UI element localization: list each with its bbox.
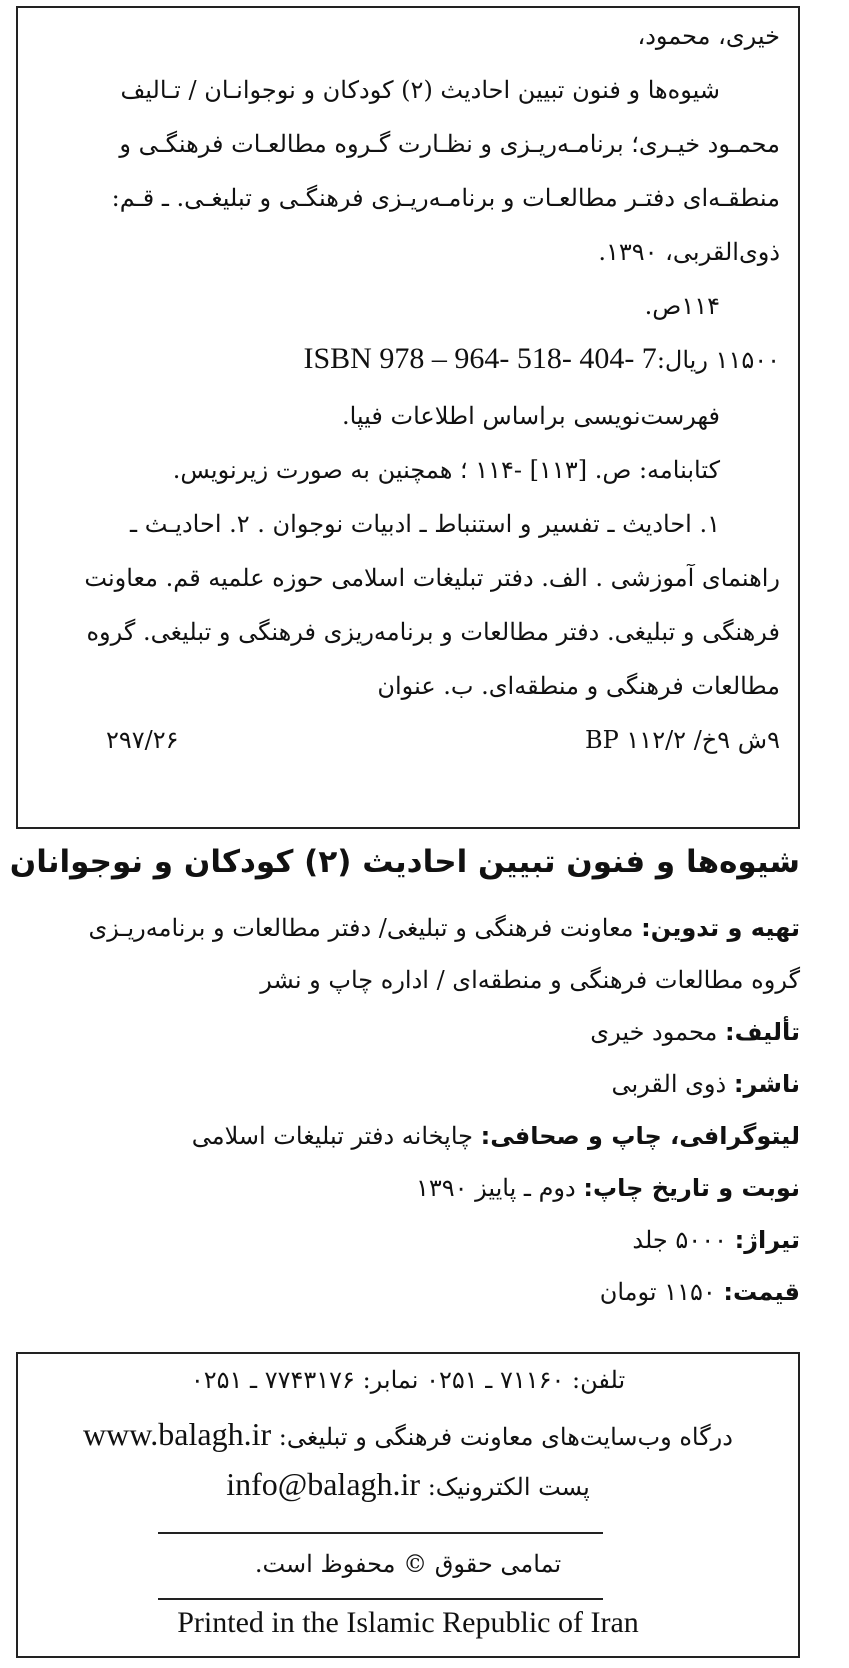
portal-label: درگاه وب‌سایت‌های معاونت فرهنگی و تبلیغی:: [278, 1423, 733, 1451]
credit-value: ۱۱۵۰ تومان: [599, 1278, 716, 1306]
catalog-text-line: راهنمای آموزشی . الف. دفتر تبلیغات اسلامی حوزه علمیه قم. معاونت: [84, 564, 780, 592]
credit-label: تیراژ:: [734, 1226, 800, 1254]
catalog-text-line: مطالعات فرهنگی و منطقه‌ای. ب. عنوان: [377, 672, 780, 700]
catalog-pages: ۱۱۴ص.: [644, 292, 720, 320]
catalog-title-line: شیوه‌ها و فنون تبیین احادیث (۲) کودکان و نوجوانـان / تـالیف: [120, 76, 720, 104]
catalog-classification-row: [36, 726, 780, 754]
printed-in-notice: Printed in the Islamic Republic of Iran: [177, 1606, 639, 1639]
catalog-dewey: ۲۹۷/۲۶: [106, 726, 179, 754]
credit-price: [600, 1278, 800, 1306]
divider: [158, 1532, 603, 1534]
portal-link[interactable]: www.balagh.ir: [83, 1416, 272, 1452]
credit-value: معاونت فرهنگی و تبلیغی/ دفتر مطالعات و برنامه‌ریـزی: [88, 914, 634, 942]
catalog-classification: ۹ش ۹خ/ ۱۱۲/۲ BP: [584, 726, 780, 754]
credit-value: ذوی القربی: [611, 1070, 727, 1098]
catalog-text-line: فرهنگی و تبلیغی. دفتر مطالعات و برنامه‌ریزی فرهنگی و تبلیغی. گروه: [86, 618, 780, 646]
catalog-author: خیری، محمود،: [637, 22, 780, 50]
credit-prep-continued: گروه مطالعات فرهنگی و منطقه‌ای / اداره چاپ و نشر: [260, 966, 800, 994]
credit-printing: [192, 1122, 800, 1150]
catalog-text-line: محمـود خیـری؛ برنامـه‌ریـزی و نظـارت گـروه مطالعـات فرهنگـی و: [119, 130, 780, 158]
catalog-subjects: ۱. احادیث ـ تفسیر و استنباط ـ ادبیات نوجوان . ۲. احادیـث ـ: [130, 510, 720, 538]
contact-box: [16, 1352, 800, 1658]
credit-label: تهیه و تدوین:: [641, 914, 800, 942]
credit-author: [590, 1018, 800, 1046]
credit-label: تألیف:: [724, 1018, 800, 1046]
credit-value: محمود خیری: [590, 1018, 718, 1046]
credit-value: دوم ـ پاییز ۱۳۹۰: [415, 1174, 576, 1202]
rights-notice: تمامی حقوق © محفوظ است.: [254, 1550, 562, 1578]
credit-value: ۵۰۰۰ جلد: [632, 1226, 727, 1254]
credits-section: [9, 836, 800, 1346]
credit-label: لیتوگرافی، چاپ و صحافی:: [480, 1122, 800, 1150]
catalog-isbn-row: [36, 342, 780, 376]
credit-edition: [416, 1174, 800, 1202]
credit-copies: [632, 1226, 800, 1254]
catalog-bibliography: کتابنامه: ص. [۱۱۳] -۱۱۴ ؛ همچنین به صورت زیرنویس.: [172, 456, 720, 484]
catalog-text-line: منطقـه‌ای دفتـر مطالعـات و برنامـه‌ریـزی فرهنگـی و تبلیغـی. ـ قـم:: [111, 184, 780, 212]
book-title: شیوه‌ها و فنون تبیین احادیث (۲) کودکان و نوجوانان: [9, 844, 800, 880]
catalog-isbn: ISBN 978 – 964- 518- 404- 7: [303, 342, 657, 375]
credit-label: قیمت:: [723, 1278, 800, 1306]
credit-publisher: [611, 1070, 800, 1098]
email-link[interactable]: info@balagh.ir: [226, 1466, 421, 1502]
divider: [158, 1598, 603, 1600]
contact-phone: تلفن: ۷۱۱۶۰ ـ ۰۲۵۱ نمابر: ۷۷۴۳۱۷۶ ـ ۰۲۵۱: [190, 1366, 626, 1394]
contact-email-row: [18, 1466, 798, 1503]
credit-label: ناشر:: [733, 1070, 800, 1098]
catalog-publication: ذوی‌القربی، ۱۳۹۰.: [598, 238, 780, 266]
contact-portal-row: [18, 1416, 798, 1453]
email-label: پست الکترونیک:: [427, 1473, 590, 1501]
cataloging-box: [16, 6, 800, 829]
credit-label: نوبت و تاریخ چاپ:: [583, 1174, 800, 1202]
credit-value: چاپخانه دفتر تبلیغات اسلامی: [191, 1122, 473, 1150]
catalog-price: ۱۱۵۰۰ ریال:: [656, 346, 780, 374]
catalog-note: فهرست‌نویسی براساس اطلاعات فیپا.: [341, 402, 720, 430]
credit-prep: [88, 914, 800, 942]
